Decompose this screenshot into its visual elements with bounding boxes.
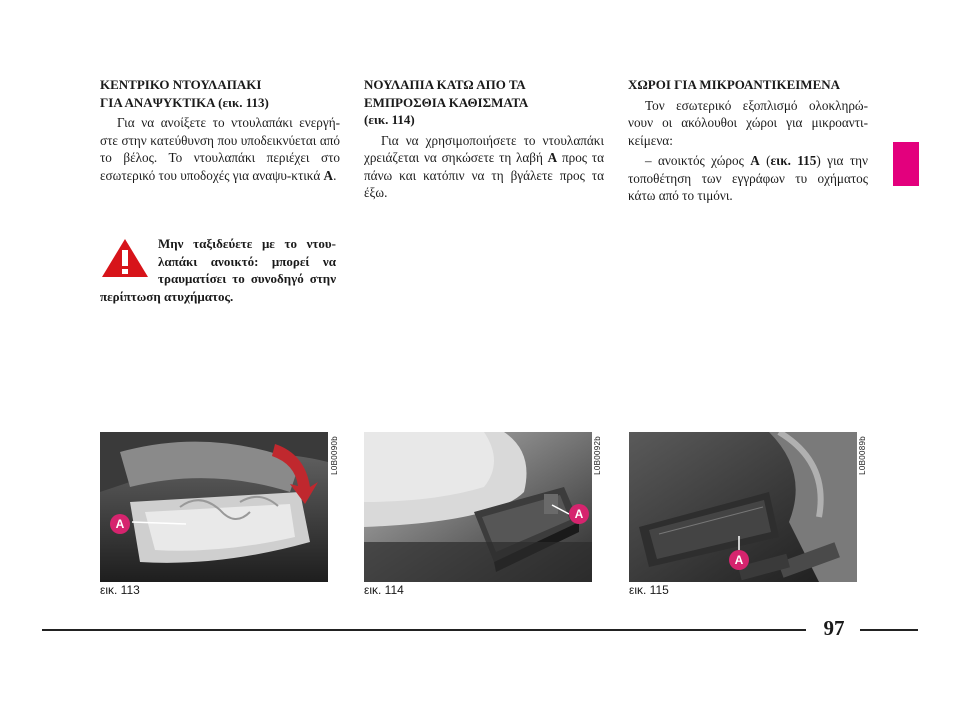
section-under-seat-drawers: [364, 76, 604, 202]
under-seat-drawer-illustration: [364, 432, 592, 582]
heading-line-1: ΝΟΥΛΑΠΙΑ ΚΑΤΩ ΑΠΟ ΤΑ: [364, 77, 526, 92]
callout-a-badge: A: [569, 504, 589, 524]
heading-line-1: ΧΩΡΟΙ ΓΙΑ ΜΙΚΡΟΑΝΤΙΚΕΙΜΕΝΑ: [628, 77, 841, 92]
figure-114-photo: [364, 432, 592, 582]
figure-code: L0B0090b: [330, 436, 339, 475]
warning-triangle-icon: [100, 237, 150, 279]
section-drinks-compartment: [100, 76, 340, 184]
warning-text: Μην ταξιδεύετε με το ντου-λαπάκι ανοικτό: μπορεί να τραυματίσει το συνοδηγό στην περίπτωση ατυχήματος.: [100, 236, 336, 304]
figure-code: L0B0089b: [858, 436, 867, 475]
armrest-compartment-illustration: [100, 432, 328, 582]
callout-a-badge: A: [110, 514, 130, 534]
callout-a-badge: A: [729, 550, 749, 570]
figure-caption: εικ. 115: [629, 583, 669, 597]
body-paragraph: Για να χρησιμοποιήσετε το ντουλαπάκι χρειάζεται να σηκώσετε τη λαβή A προς τα πάνω και κατόπιν να τη βγάλετε προς τα έξω.: [364, 132, 604, 200]
intro-paragraph: Τον εσωτερικό εξοπλισμό ολοκληρώ-νουν οι ακόλουθοι χώροι για μικροαντι-κείμενα:: [628, 97, 868, 148]
figure-code: L0B0092b: [593, 436, 602, 475]
heading-figure-ref: (εικ. 114): [364, 112, 415, 127]
body-paragraph: Για να ανοίξετε το ντουλαπάκι ενεργή-στε στην κατεύθυνση που υποδεικνύεται από το βέλος. Το ντουλαπάκι περιέχει στο εσωτερικό του υποδοχές για αναψυ-κτικά A.: [100, 115, 340, 183]
section-color-tab: [893, 142, 919, 186]
section-storage-spaces: [628, 76, 868, 205]
warning-note: [100, 235, 336, 305]
section-heading: [364, 76, 604, 129]
page-number: 97: [823, 616, 845, 640]
footer-rule: [42, 629, 806, 631]
heading-figure-ref: (εικ. 113): [218, 94, 269, 110]
heading-line-2: ΕΜΠΡΟΣΘΙΑ ΚΑΘΙΣΜΑΤΑ: [364, 94, 529, 110]
section-heading: [628, 76, 868, 94]
list-item: – ανοικτός χώρος A (εικ. 115) για την τοποθέτηση των εγγράφων τυ οχήματος κάτω από το τιμόνι.: [628, 153, 868, 203]
figure-113-photo: [100, 432, 328, 582]
footer-rule: [860, 629, 918, 631]
section-heading: [100, 76, 340, 111]
heading-line-2: ΓΙΑ ΑΝΑΨΥΚΤΙΚΑ (εικ. 113): [100, 94, 269, 110]
figure-caption: εικ. 113: [100, 583, 140, 597]
figure-115-photo: [629, 432, 857, 582]
figure-caption: εικ. 114: [364, 583, 404, 597]
heading-line-1: ΚΕΝΤΡΙΚΟ ΝΤΟΥΛΑΠΑΚΙ: [100, 77, 262, 92]
